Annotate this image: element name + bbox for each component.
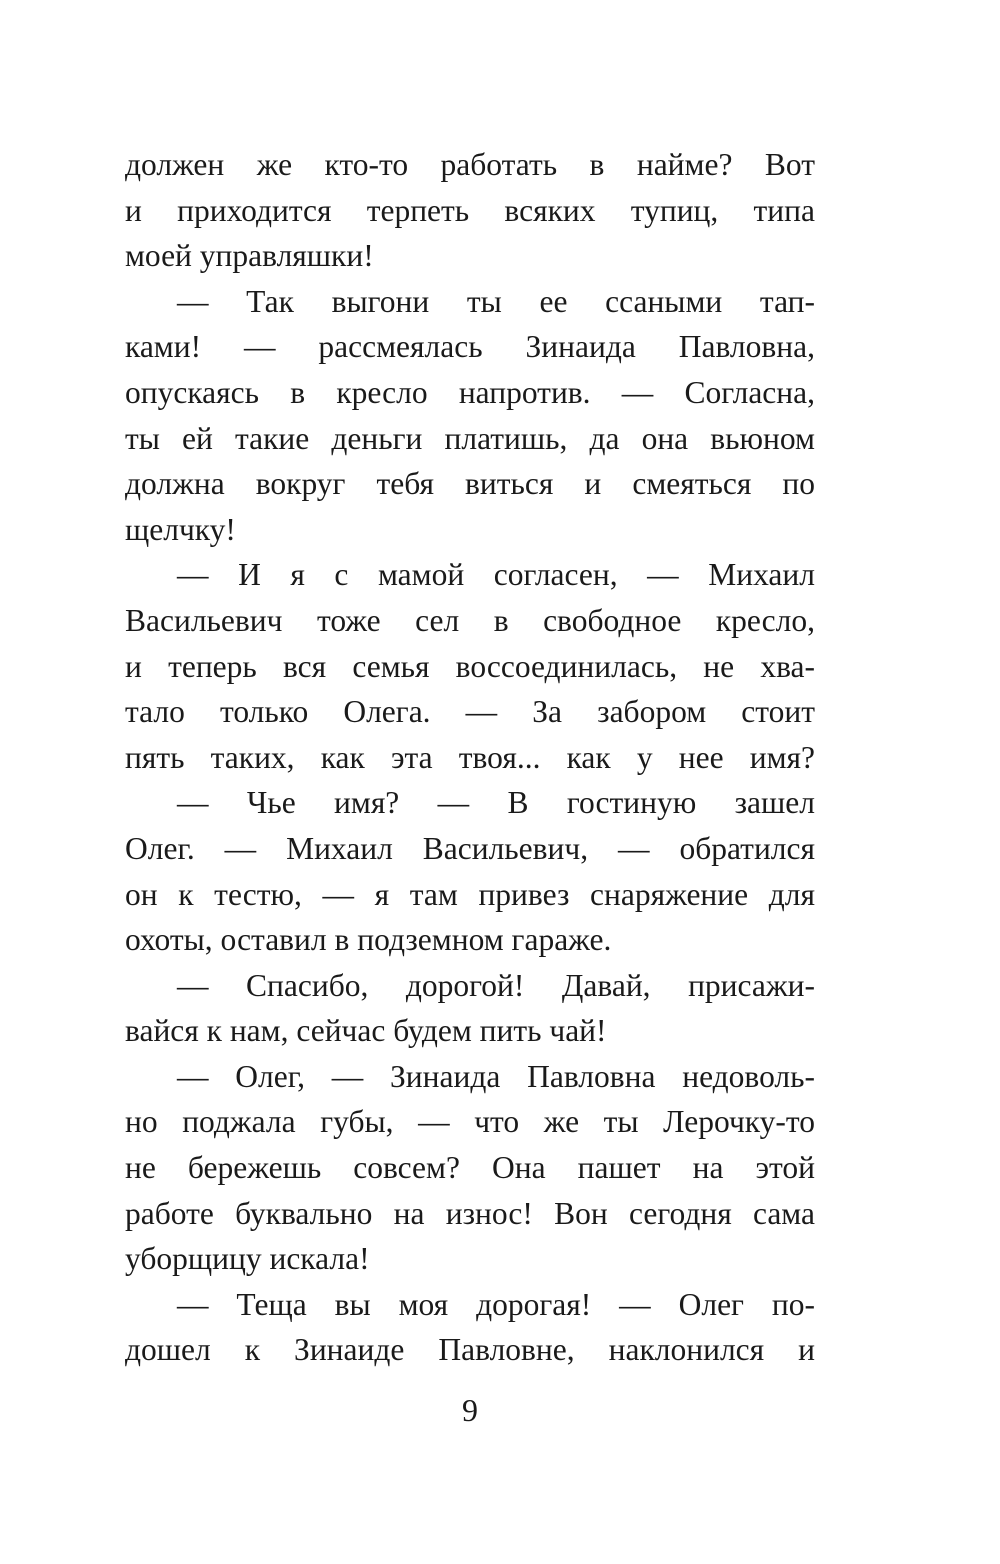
text-line: должна вокруг тебя виться и смеяться по xyxy=(125,466,815,502)
text-line: — Так выгони ты ее ссаными тап- xyxy=(177,283,815,319)
text-line: — Спасибо, дорогой! Давай, присажи- xyxy=(177,967,815,1003)
text-line: — Олег, — Зинаида Павловна недоволь- xyxy=(177,1058,815,1094)
text-line: охоты, оставил в подземном гараже. xyxy=(125,922,612,958)
text-line: — И я с мамой согласен, — Михаил xyxy=(177,557,815,593)
text-line: не бережешь совсем? Она пашет на этой xyxy=(125,1150,815,1186)
text-line: должен же кто-то работать в найме? Вот xyxy=(125,147,815,182)
text-line: тало только Олега. — За забором стоит xyxy=(125,694,815,730)
text-line: и приходится терпеть всяких тупиц, типа xyxy=(125,192,815,228)
text-line: но поджала губы, — что же ты Лерочку-то xyxy=(125,1104,815,1140)
text-line: Васильевич тоже сел в свободное кресло, xyxy=(125,602,815,638)
text-line: ками! — рассмеялась Зинаида Павловна, xyxy=(125,329,815,365)
text-line: и теперь вся семья воссоединилась, не хва- xyxy=(125,648,815,684)
text-line: пять таких, как эта твоя... как у нее имя? xyxy=(125,739,815,775)
text-line: вайся к нам, сейчас будем пить чай! xyxy=(125,1013,607,1049)
text-line: Олег. — Михаил Васильевич, — обратился xyxy=(125,830,815,866)
text-line: дошел к Зинаиде Павловне, наклонился и xyxy=(125,1332,815,1368)
text-line: опускаясь в кресло напротив. — Согласна, xyxy=(125,374,815,410)
text-line: он к тестю, — я там привез снаряжение для xyxy=(125,876,815,912)
text-line: моей управляшки! xyxy=(125,238,374,274)
text-line: — Теща вы моя дорогая! — Олег по- xyxy=(177,1286,815,1322)
text-line: ты ей такие деньги платишь, да она вьюном xyxy=(125,420,815,456)
text-line: уборщицу искала! xyxy=(125,1241,370,1277)
text-line: работе буквально на износ! Вон сегодня сама xyxy=(125,1195,815,1231)
text-line: щелчку! xyxy=(125,511,236,547)
text-line: — Чье имя? — В гостиную зашел xyxy=(177,785,815,821)
page-number: 9 xyxy=(462,1392,478,1428)
page-body-text xyxy=(125,142,815,1373)
